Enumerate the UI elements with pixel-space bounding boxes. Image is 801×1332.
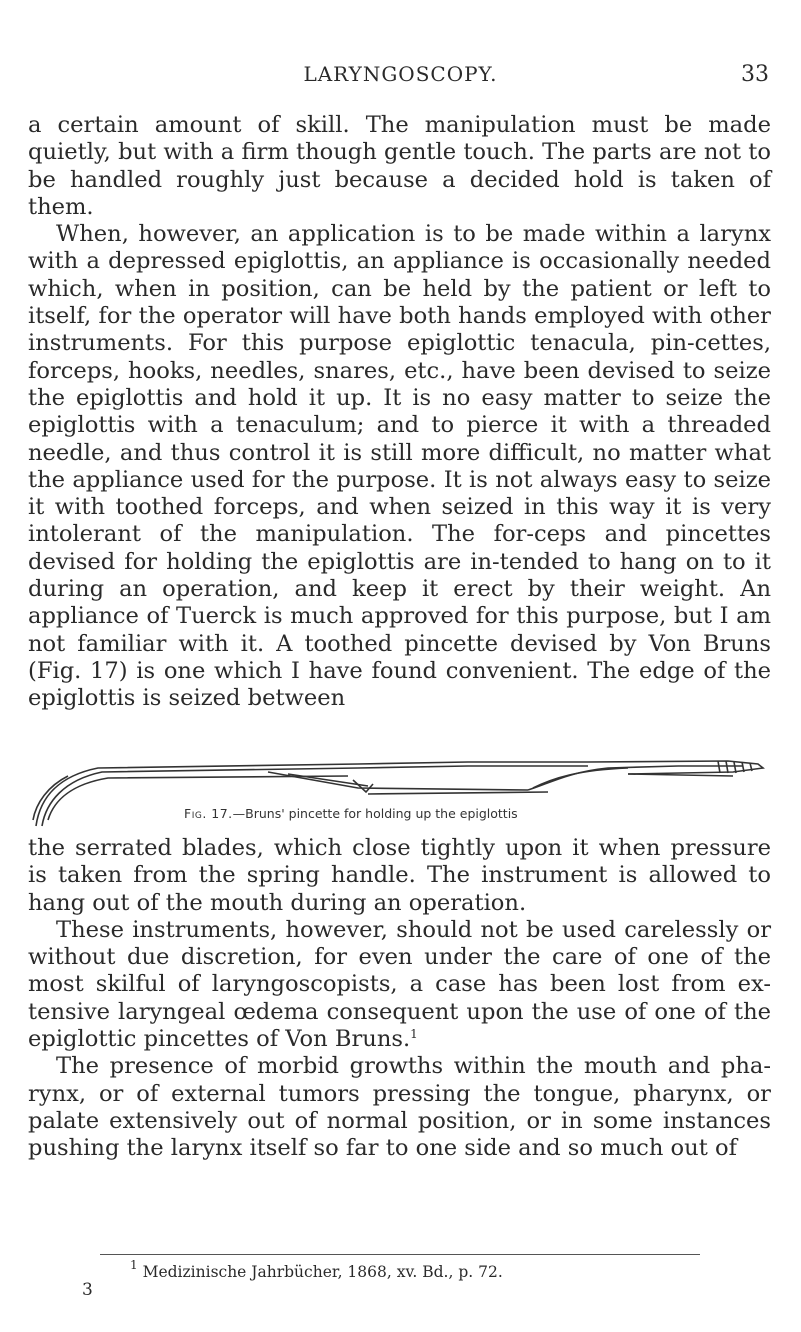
paragraph: When, however, an application is to be made within a larynx with a depressed epiglottis, an appliance is occasionally needed which, when in position, can be held by the patient or left to itself, for the operator will have both hands employed with other instruments. For this purpose epiglottic tenacula, pin-cettes, forceps, hooks, needles, snares, etc., have been devised to seize the epiglottis and hold it up. It is no easy matter to seize the epiglottis with a tenaculum; and to pierce it with a threaded needle, and thus control it is still more difficult, no matter what the appliance used for the purpose. It is not always easy to seize it with toothed forceps, and when seized in this way it is very intolerant of the manipulation. The for-ceps and pincettes devised for holding the epiglottis are in-tended to hang on to it during an operation, and keep it erect by their weight. An appliance of Tuerck is much approved for this purpose, but I am not familiar with it. A toothed pincette devised by Von Bruns (Fig. 17) is one which I have found convenient. The edge of the epiglottis is seized between <box>28 221 771 712</box>
signature-mark: 3 <box>82 1280 93 1300</box>
footnote-divider <box>100 1254 700 1255</box>
paragraph: The presence of morbid growths within the mouth and pha-rynx, or of external tumors pressing the tongue, pharynx, or palate extensively out of normal position, or in some instances pushing the larynx itself so far to one side and so much out of <box>28 1053 771 1162</box>
paragraph: a certain amount of skill. The manipulation must be made quietly, but with a firm though gentle touch. The parts are not to be handled roughly just because a decided hold is taken of them. <box>28 112 771 220</box>
footnote <box>130 1258 503 1281</box>
figure-label: Fig. 17. <box>184 806 233 821</box>
footnote-text: Medizinische Jahrbücher, 1868, xv. Bd., p. 72. <box>142 1263 503 1281</box>
page-number: 33 <box>741 62 769 87</box>
page-header <box>0 62 801 92</box>
paragraph: the serrated blades, which close tightly upon it when pressure is taken from the spring handle. The instrument is allowed to hang out of the mouth during an operation. <box>28 835 771 916</box>
footnote-marker: 1 <box>130 1258 138 1272</box>
figure-caption <box>184 806 518 821</box>
paragraph-text: These instruments, however, should not be used carelessly or without due discretion, for even under the care of one of the most skilful of laryngoscopists, a case has been lost from ex-tensive laryngeal œdema consequent upon the use of one of the epiglottic pincettes of Von Bruns. <box>28 916 771 1053</box>
figure-caption-text: —Bruns' pincette for holding up the epiglottis <box>232 806 518 821</box>
body-text-top <box>28 112 771 713</box>
paragraph <box>28 917 771 1053</box>
footnote-reference: 1 <box>410 1027 418 1042</box>
body-text-bottom <box>28 835 771 1163</box>
running-head: LARYNGOSCOPY. <box>303 62 498 86</box>
